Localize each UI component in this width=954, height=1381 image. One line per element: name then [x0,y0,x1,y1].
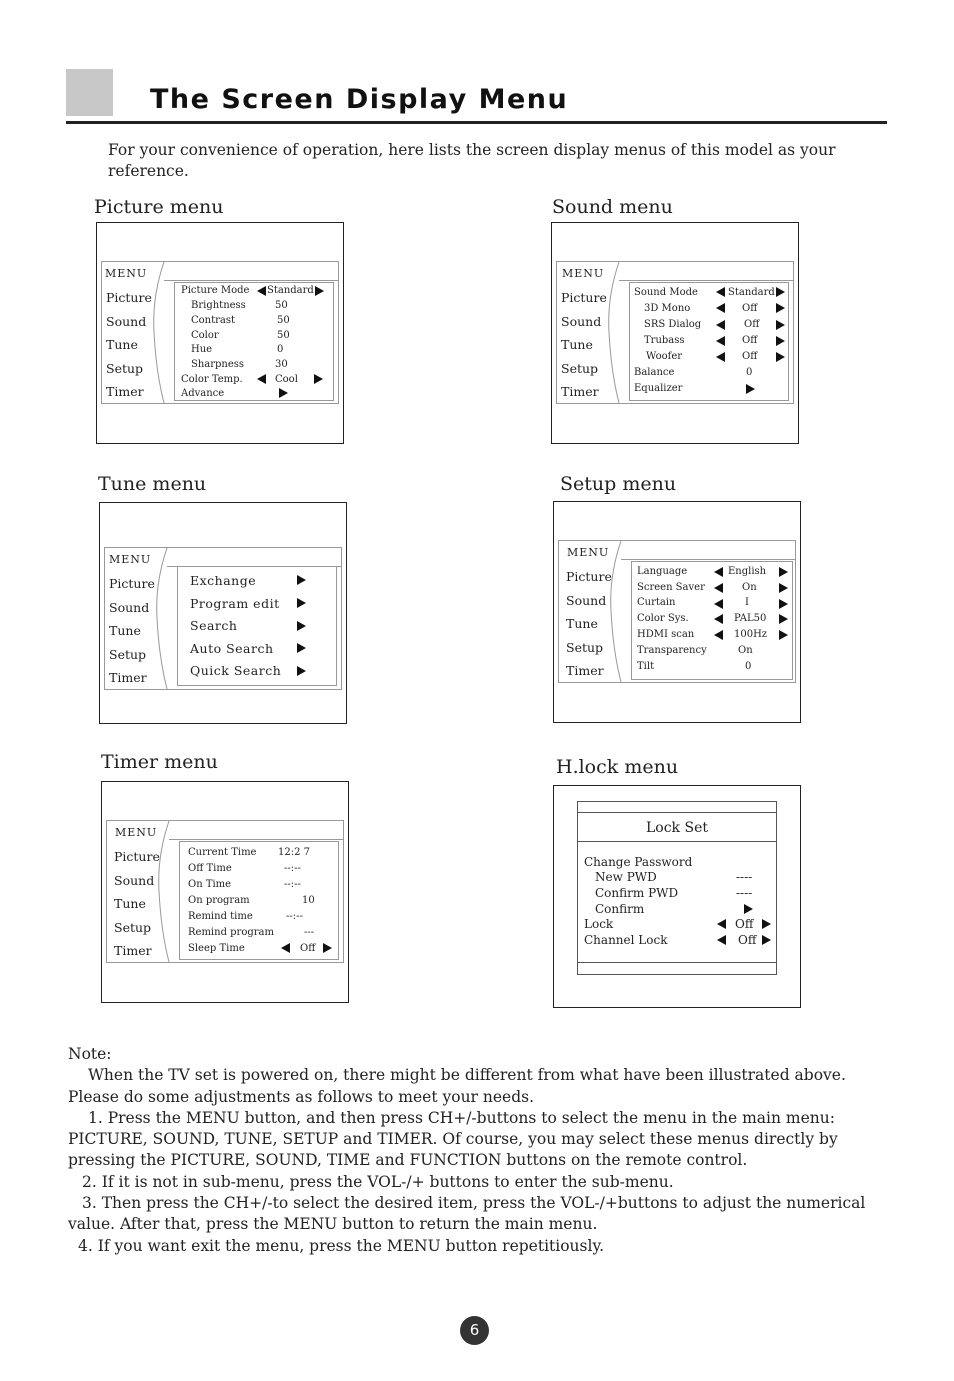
sidebar-item-tune[interactable]: Tune [566,616,598,631]
timer-submenu [179,841,339,960]
value-color-temp: Cool [275,374,298,385]
value-lock: Off [735,917,754,931]
item-program-edit[interactable]: Program edit [190,596,280,611]
value-3d-mono: Off [742,303,758,314]
timer-menu-heading: Timer menu [101,751,218,773]
sound-menu-panel [556,261,794,404]
title-rule [66,121,887,124]
menu-topline [169,839,343,840]
sidebar-item-sound[interactable]: Sound [109,600,150,615]
right-arrow-icon[interactable] [779,567,788,577]
row-remind-time[interactable]: Remind time [188,911,253,922]
picture-submenu [174,282,334,401]
value-color-sys: PAL50 [734,613,767,624]
value-color: 50 [277,330,290,341]
sidebar-divider [601,262,621,403]
tune-menu-heading: Tune menu [98,473,207,495]
setup-submenu [631,561,793,680]
right-arrow-icon[interactable] [279,388,288,398]
tune-submenu [177,566,337,686]
right-arrow-icon[interactable] [323,943,332,953]
sidebar-item-setup[interactable]: Setup [109,647,147,662]
menu-topline [164,280,338,281]
value-hue: 0 [277,344,284,355]
row-current-time[interactable]: Current Time [188,847,257,858]
value-channel-lock: Off [738,933,757,947]
intro-text [82,140,882,182]
value-remind-program: --- [304,927,315,938]
left-arrow-icon[interactable] [714,583,723,593]
row-curtain[interactable]: Curtain [637,597,676,608]
row-color[interactable]: Color [191,330,219,341]
right-arrow-icon[interactable] [744,904,753,914]
setup-menu-screen [553,501,801,723]
row-confirm[interactable]: Confirm [595,902,645,916]
value-on-time: --:-- [284,879,301,890]
right-arrow-icon[interactable] [762,919,771,929]
lock-title-divider [578,841,776,842]
menu-label: MENU [115,826,158,839]
right-arrow-icon[interactable] [762,935,771,945]
item-search[interactable]: Search [190,618,238,633]
left-arrow-icon[interactable] [714,599,723,609]
sidebar-item-picture[interactable]: Picture [106,290,152,305]
row-channel-lock[interactable]: Channel Lock [584,933,668,947]
sidebar-item-sound[interactable]: Sound [566,593,607,608]
intro-paragraph: For your convenience of operation, here lists the screen display menus of this model as your reference. [108,141,836,180]
left-arrow-icon[interactable] [716,303,725,313]
sidebar-item-timer[interactable]: Timer [109,670,147,685]
row-hue[interactable]: Hue [191,344,213,355]
sidebar-item-sound[interactable]: Sound [561,314,602,329]
right-arrow-icon[interactable] [315,286,324,296]
left-arrow-icon[interactable] [714,614,723,624]
left-arrow-icon[interactable] [716,352,725,362]
note-heading: Note: [68,1045,112,1063]
row-new-pwd[interactable]: New PWD [595,870,657,884]
value-confirm-pwd: ---- [736,886,753,900]
note-paragraph-4: 3. Then press the CH+/-to select the desired item, press the VOL-/+buttons to adjust the numerical value. After that, press the MENU button to return the main menu. [68,1194,866,1234]
sidebar-item-sound[interactable]: Sound [114,873,155,888]
left-arrow-icon[interactable] [714,567,723,577]
row-transparency[interactable]: Transparency [637,645,707,656]
value-picture-mode: Standard [267,285,314,296]
right-arrow-icon[interactable] [297,643,306,653]
menu-topline [619,280,793,281]
lock-set-title: Lock Set [645,820,708,836]
menu-label: MENU [109,553,152,566]
sidebar-divider [146,262,166,403]
sidebar-divider [151,821,171,962]
value-current-time: 12:2 7 [278,847,310,858]
menu-label: MENU [105,267,148,280]
sound-menu-screen [551,222,799,444]
row-off-time[interactable]: Off Time [188,863,232,874]
note-section [68,1044,898,1257]
timer-menu-screen [101,781,349,1003]
row-woofer[interactable]: Woofer [646,351,683,362]
right-arrow-icon[interactable] [779,583,788,593]
picture-menu-screen [96,222,344,444]
sidebar-item-tune[interactable]: Tune [561,337,593,352]
sidebar-divider [603,541,623,682]
value-srs-dialog: Off [744,319,760,330]
sidebar-item-setup[interactable]: Setup [114,920,152,935]
right-arrow-icon[interactable] [297,575,306,585]
row-trubass[interactable]: Trubass [644,335,685,346]
right-arrow-icon[interactable] [746,384,755,394]
value-hdmi-scan: 100Hz [734,629,768,640]
row-equalizer[interactable]: Equalizer [634,383,683,394]
sidebar-item-timer[interactable]: Timer [566,663,604,678]
note-paragraph-5: 4. If you want exit the menu, press the MENU button repetitiously. [78,1236,605,1255]
row-hdmi-scan[interactable]: HDMI scan [637,629,695,640]
item-exchange[interactable]: Exchange [190,573,257,588]
sidebar-item-timer[interactable]: Timer [561,384,599,399]
right-arrow-icon[interactable] [297,666,306,676]
row-sound-mode[interactable]: Sound Mode [634,287,698,298]
row-3d-mono[interactable]: 3D Mono [644,303,691,314]
value-screen-saver: On [742,582,757,593]
row-screen-saver[interactable]: Screen Saver [637,582,705,593]
item-auto-search[interactable]: Auto Search [190,641,274,656]
value-off-time: --:-- [284,863,301,874]
picture-menu-panel [101,261,339,404]
left-arrow-icon[interactable] [717,935,726,945]
right-arrow-icon[interactable] [779,630,788,640]
left-arrow-icon[interactable] [716,320,725,330]
menu-topline [621,559,795,560]
sidebar-item-timer[interactable]: Timer [106,384,144,399]
row-picture-mode[interactable]: Picture Mode [181,285,250,296]
sidebar-item-tune[interactable]: Tune [114,896,146,911]
hlock-menu-heading: H.lock menu [556,756,679,778]
row-contrast[interactable]: Contrast [191,315,236,326]
value-contrast: 50 [277,315,290,326]
row-balance[interactable]: Balance [634,367,675,378]
left-arrow-icon[interactable] [257,374,266,384]
menu-label: MENU [562,267,605,280]
row-on-time[interactable]: On Time [188,879,232,890]
value-tilt: 0 [745,661,752,672]
tune-menu-screen [99,502,347,724]
value-language: English [728,566,767,577]
note-paragraph-2: 1. Press the MENU button, and then press CH+/-buttons to select the menu in the main menu: PICTURE, SOUND, TUNE, SETUP and TIMER. Of course, you may select these menus directly by pressing the PICTURE, SOUND, TIME and FUNCTION buttons on the remote control. [68,1108,838,1170]
value-sleep-time: Off [300,943,316,954]
picture-menu-heading: Picture menu [94,196,224,218]
left-arrow-icon[interactable] [714,630,723,640]
right-arrow-icon[interactable] [776,336,785,346]
row-lock[interactable]: Lock [584,917,614,931]
right-arrow-icon[interactable] [776,352,785,362]
sidebar-item-picture[interactable]: Picture [561,290,607,305]
row-sleep-time[interactable]: Sleep Time [188,943,245,954]
row-confirm-pwd[interactable]: Confirm PWD [595,886,679,900]
row-tilt[interactable]: Tilt [637,661,655,672]
page-number: 6 [460,1316,489,1345]
row-sharpness[interactable]: Sharpness [191,359,245,370]
sidebar-item-setup[interactable]: Setup [566,640,604,655]
row-advance[interactable]: Advance [181,388,225,399]
lock-panel-topline [578,812,776,813]
right-arrow-icon[interactable] [779,599,788,609]
row-srs-dialog[interactable]: SRS Dialog [644,319,702,330]
row-change-password[interactable]: Change Password [584,855,693,869]
value-brightness: 50 [275,300,288,311]
item-quick-search[interactable]: Quick Search [190,663,282,678]
row-remind-program[interactable]: Remind program [188,927,274,938]
right-arrow-icon[interactable] [314,374,323,384]
value-new-pwd: ---- [736,870,753,884]
setup-menu-panel [558,540,796,683]
setup-menu-heading: Setup menu [560,473,677,495]
value-curtain: I [745,597,749,608]
value-on-program: 10 [302,895,315,906]
hlock-menu-screen [553,785,801,1008]
left-arrow-icon[interactable] [257,286,266,296]
value-balance: 0 [746,367,753,378]
right-arrow-icon[interactable] [776,303,785,313]
value-transparency: On [738,645,753,656]
sidebar-divider [149,548,169,689]
row-language[interactable]: Language [637,566,688,577]
sidebar-item-picture[interactable]: Picture [566,569,612,584]
sidebar-item-setup[interactable]: Setup [106,361,144,376]
value-sharpness: 30 [275,359,288,370]
header-square [66,69,113,116]
value-sound-mode: Standard [728,287,775,298]
sidebar-item-setup[interactable]: Setup [561,361,599,376]
left-arrow-icon[interactable] [717,919,726,929]
row-on-program[interactable]: On program [188,895,250,906]
value-remind-time: --:-- [286,911,303,922]
note-paragraph-1: When the TV set is powered on, there might be different from what have been illustrated above. Please do some adjustments as follows to meet your needs. [68,1066,846,1106]
right-arrow-icon[interactable] [779,614,788,624]
row-color-sys[interactable]: Color Sys. [637,613,689,624]
menu-label: MENU [567,546,610,559]
timer-menu-panel [106,820,344,963]
left-arrow-icon[interactable] [716,336,725,346]
sidebar-item-tune[interactable]: Tune [109,623,141,638]
left-arrow-icon[interactable] [716,287,725,297]
sidebar-item-sound[interactable]: Sound [106,314,147,329]
right-arrow-icon[interactable] [776,320,785,330]
sidebar-item-picture[interactable]: Picture [109,576,155,591]
right-arrow-icon[interactable] [776,287,785,297]
sidebar-item-tune[interactable]: Tune [106,337,138,352]
right-arrow-icon[interactable] [297,621,306,631]
sidebar-item-timer[interactable]: Timer [114,943,152,958]
tune-menu-panel [104,547,342,690]
sound-submenu [629,282,789,401]
sound-menu-heading: Sound menu [552,196,673,218]
lock-panel-bottomline [578,962,776,963]
sidebar-item-picture[interactable]: Picture [114,849,160,864]
value-trubass: Off [742,335,758,346]
page-title: The Screen Display Menu [150,84,569,115]
value-woofer: Off [742,351,758,362]
row-brightness[interactable]: Brightness [191,300,246,311]
lock-panel [577,801,777,975]
note-paragraph-3: 2. If it is not in sub-menu, press the VOL-/+ buttons to enter the sub-menu. [82,1172,674,1191]
right-arrow-icon[interactable] [297,598,306,608]
row-color-temp[interactable]: Color Temp. [181,374,243,385]
left-arrow-icon[interactable] [281,943,290,953]
